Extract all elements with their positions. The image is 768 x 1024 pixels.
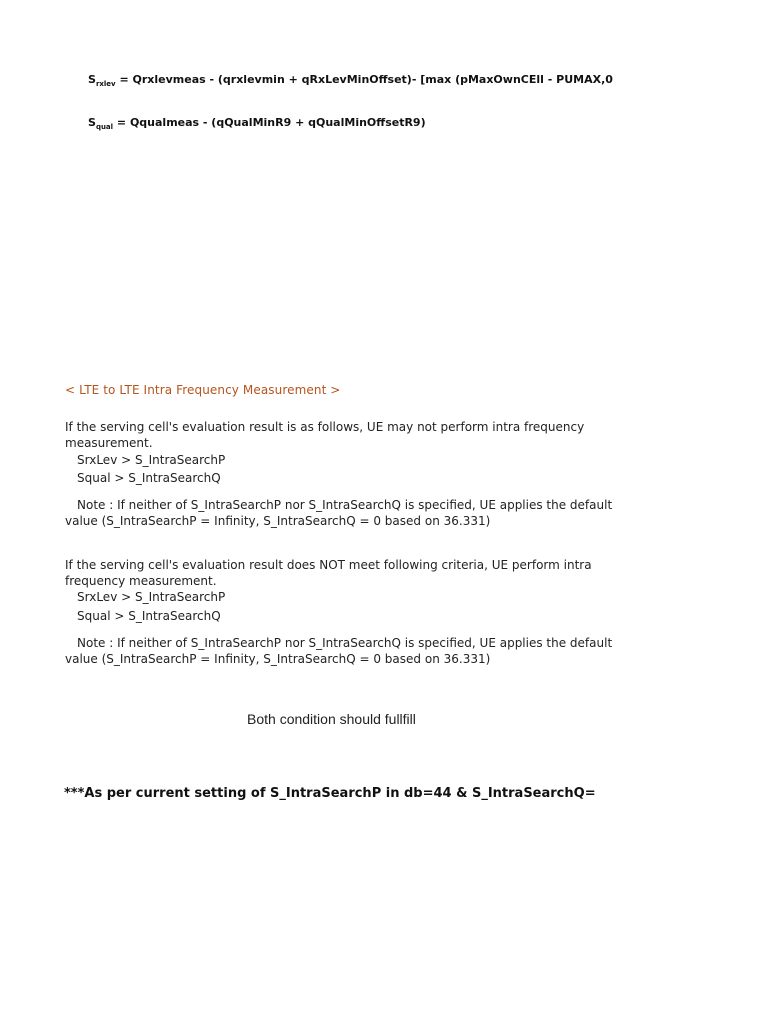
squal-symbol: S — [88, 116, 96, 129]
block1-note: Note : If neither of S_IntraSearchP nor S_IntraSearchQ is specified, UE applies the default value (S_IntraSearchP = Infinity, S_IntraSearchQ = 0 based on 36.331) — [65, 498, 613, 528]
squal-expression: = Qqualmeas - (qQualMinR9 + qQualMinOffsetR9) — [113, 116, 426, 129]
block2-intro: If the serving cell's evaluation result does NOT meet following criteria, UE perform intra frequency measurement. — [65, 558, 592, 588]
squal-subscript: qual — [95, 123, 114, 131]
squal-formula — [88, 116, 426, 129]
srxlev-symbol: S — [88, 73, 96, 86]
srxlev-formula — [88, 73, 626, 86]
block2-condition-srxlev: SrxLev > S_IntraSearchP — [77, 590, 226, 604]
block1-intro: If the serving cell's evaluation result is as follows, UE may not perform intra frequency measurement. — [65, 420, 585, 450]
block2-note: Note : If neither of S_IntraSearchP nor S_IntraSearchQ is specified, UE applies the default value (S_IntraSearchP = Infinity, S_IntraSearchQ = 0 based on 36.331) — [65, 636, 613, 666]
current-setting-note: ***As per current setting of S_IntraSearchP in db=44 & S_IntraSearchQ= — [64, 786, 596, 801]
srxlev-subscript: rxlev — [95, 80, 116, 86]
section-heading: < LTE to LTE Intra Frequency Measurement > — [65, 383, 341, 397]
both-condition-note: Both condition should fullfill — [247, 711, 416, 727]
block2-condition-squal: Squal > S_IntraSearchQ — [77, 609, 221, 623]
srxlev-expression: = Qrxlevmeas - (qrxlevmin + qRxLevMinOffset)- [max (pMaxOwnCEll - PUMAX,0 — [115, 73, 613, 86]
block1-condition-squal: Squal > S_IntraSearchQ — [77, 471, 221, 485]
block1-condition-srxlev: SrxLev > S_IntraSearchP — [77, 453, 226, 467]
